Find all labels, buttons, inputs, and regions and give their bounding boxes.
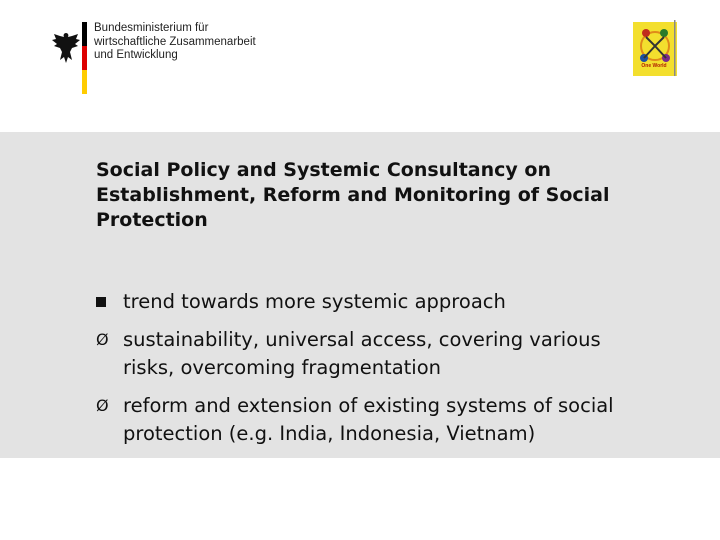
bullet-text: trend towards more systemic approach [123, 290, 506, 313]
bullet-list [96, 288, 656, 458]
flag-stripe-black [82, 22, 87, 46]
german-flag-bar [82, 22, 87, 94]
slide-header [0, 0, 720, 132]
bullet-text: reform and extension of existing systems of social protection (e.g. India, Indonesia, Vietnam) [123, 394, 614, 445]
flag-stripe-red [82, 46, 87, 70]
slide-title: Social Policy and Systemic Consultancy on Establishment, Reform and Monitoring of Social Protection [96, 159, 610, 231]
ministry-line: wirtschaftliche Zusammenarbeit [94, 35, 256, 48]
square-bullet-icon [96, 297, 106, 307]
arrow-bullet-icon: Ø [96, 330, 109, 349]
flag-stripe-gold [82, 70, 87, 94]
list-item [96, 392, 656, 448]
bullet-text: sustainability, universal access, covering various risks, overcoming fragmentation [123, 328, 601, 379]
ministry-name [94, 22, 256, 63]
logo-caption: One World [641, 63, 667, 69]
ministry-line: Bundesministerium für [94, 22, 209, 34]
ministry-line: und Entwicklung [94, 49, 178, 61]
arrow-bullet-icon: Ø [96, 396, 109, 415]
list-item [96, 326, 656, 382]
logo-side-text [670, 18, 680, 78]
federal-eagle-icon [50, 30, 82, 66]
list-item [96, 288, 656, 316]
